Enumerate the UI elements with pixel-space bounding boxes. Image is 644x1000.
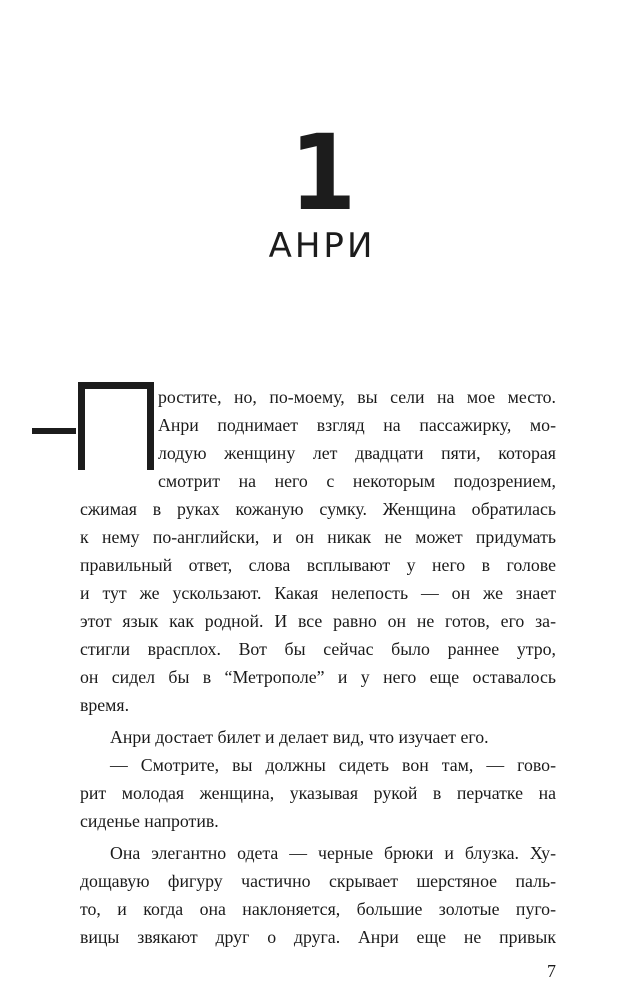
drop-cap-letter <box>76 380 158 472</box>
page-number: 7 <box>547 961 556 981</box>
paragraph-line: то, и когда она наклоняется, большие золотые пуго- <box>80 899 556 919</box>
paragraph-line: сжимая в руках кожаную сумку. Женщина обратилась <box>80 499 556 519</box>
paragraph-line: смотрит на него с некоторым подозрением, <box>158 471 556 491</box>
paragraph-line: он сидел бы в “Метрополе” и у него еще оставалось <box>80 667 556 687</box>
paragraph-line: дощавую фигуру частично скрывает шерстяное паль- <box>80 871 556 891</box>
paragraph-line: Анри поднимает взгляд на пассажирку, мо- <box>158 415 556 435</box>
paragraph-line: Анри достает билет и делает вид, что изучает его. <box>110 727 489 747</box>
paragraph-line: лодую женщину лет двадцати пяти, которая <box>158 443 556 463</box>
paragraph-line: стигли врасплох. Вот бы сейчас было раннее утро, <box>80 639 556 659</box>
paragraph-line: вицы звякают друг о друга. Анри еще не привык <box>80 927 556 947</box>
paragraph-line: Она элегантно одета — черные брюки и блузка. Ху- <box>110 843 556 863</box>
paragraph-line: и тут же ускользают. Какая нелепость — он же знает <box>80 583 556 603</box>
paragraph-line: рит молодая женщина, указывая рукой в перчатке на <box>80 783 556 803</box>
dialogue-dash <box>32 428 76 434</box>
paragraph-line: правильный ответ, слова всплывают у него в голове <box>80 555 556 575</box>
chapter-number: 1 <box>289 112 355 234</box>
paragraph-line: — Смотрите, вы должны сидеть вон там, — гово- <box>110 755 556 775</box>
paragraph-line: этот язык как родной. И все равно он не готов, его за- <box>80 611 556 631</box>
paragraph-line: время. <box>80 695 130 715</box>
paragraph-line: ростите, но, по-моему, вы сели на мое место. <box>158 387 556 407</box>
paragraph-line: сиденье напротив. <box>80 811 219 831</box>
chapter-title: АНРИ <box>268 226 376 266</box>
paragraph-line: к нему по-английски, и он никак не может придумать <box>80 527 556 547</box>
